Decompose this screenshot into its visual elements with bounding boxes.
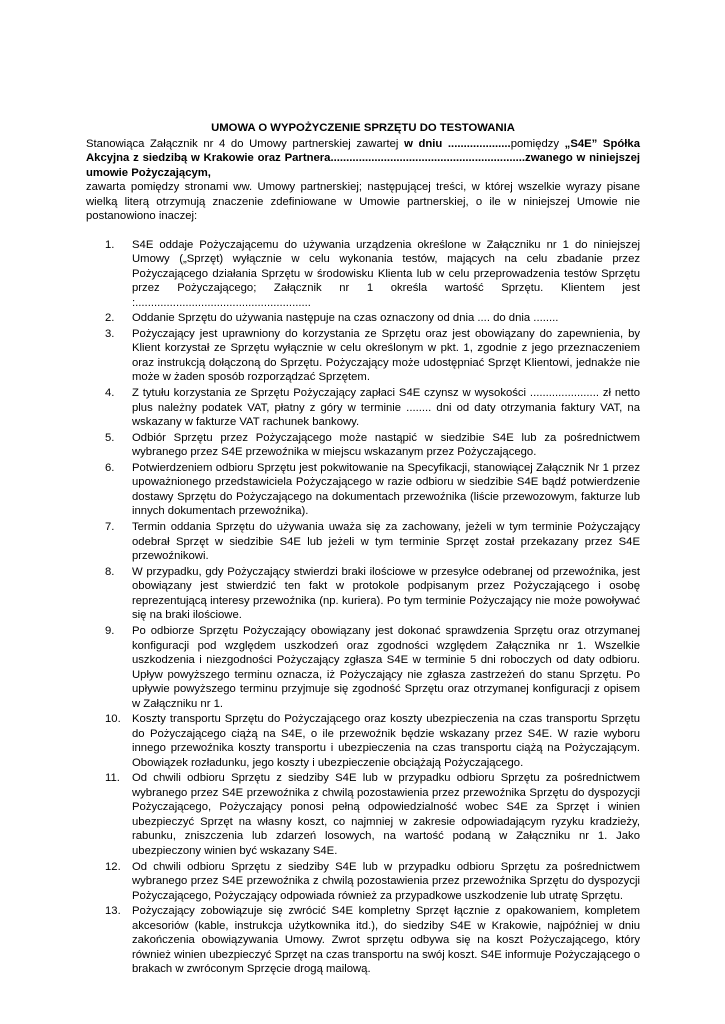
clause-text: Od chwili odbioru Sprzętu z siedziby S4E lub w przypadku odbioru Sprzętu za pośrednictwem wybranego przez S4E przewoźnika z chwilą pozostawienia przez przewoźnika Sprzętu do dyspozycji Pożyczającego, Pożyczający ponosi pełną odpowiedzialność wobec S4E za Sprzęt i winien ubezpieczyć Sprzęt na własny koszt, co najmniej w zakresie odpowiadającym ryzyku kradzieży, rabunku, zniszczenia lub zdarzeń losowych, na wartość podaną w Załączniku nr 1. Jako ubezpieczony winien być wskazany S4E. (132, 772, 640, 857)
clause-number: 4. (105, 387, 115, 400)
clause-text: Odbiór Sprzętu przez Pożyczającego może nastąpić w siedzibie S4E lub za pośrednictwem wybranego przez S4E przewoźnika w miejscu wskazanym przez Pożyczającego. (132, 431, 640, 459)
clause-item (86, 520, 640, 564)
clause-number: 5. (105, 431, 115, 444)
clause-item (86, 431, 640, 460)
clause-item (86, 327, 640, 385)
clause-text: Termin oddania Sprzętu do używania uważa się za zachowany, jeżeli w tym terminie Pożyczający odebrał Sprzęt w siedzibie S4E lub jeżeli w tym terminie Sprzęt został przekazany przez S4E przewoźnikowi. (132, 521, 640, 563)
intro-text-2: pomiędzy (510, 137, 565, 150)
clause-number: 1. (105, 238, 115, 251)
clause-item (86, 461, 640, 519)
clause-number: 2. (105, 312, 115, 325)
clause-item (86, 771, 640, 858)
clause-item (86, 238, 640, 311)
clause-item (86, 904, 640, 977)
clause-item (86, 712, 640, 770)
intro-borrower-name: zwanego w niniejszej umowie Pożyczającym, (86, 152, 640, 179)
intro-text-1: Stanowiąca Załącznik nr 4 do Umowy partnerskiej zawartej (86, 137, 405, 150)
clause-number: 13. (105, 905, 121, 918)
clause-number: 3. (105, 327, 115, 340)
clause-text: Pożyczający jest uprawniony do korzystania ze Sprzętu oraz jest obowiązany do zapewnienia, by Klient korzystał ze Sprzętu wyłącznie w celu określonym w pkt. 1, zgodnie z jego przeznaczeniem oraz instrukcją dołączoną do Sprzętu. Pożyczający może udostępniać Sprzęt Klientowi, jednakże nie może w żaden sposób rozporządzać Sprzętem. (132, 327, 640, 384)
clause-text: Od chwili odbioru Sprzętu z siedziby S4E lub w przypadku odbioru Sprzętu za pośrednictwem wybranego przez S4E przewoźnika z chwilą pozostawienia przez przewoźnika Sprzętu do dyspozycji Pożyczającego, Pożyczający odpowiada również za przypadkowe uszkodzenie lub utratę Sprzętu. (132, 860, 640, 902)
intro-parties: „S4E” Spółka Akcyjna z siedzibą w Krakowie oraz Partnera.............................................................. (86, 137, 640, 164)
clause-item (86, 386, 640, 430)
document-title: UMOWA O WYPOŻYCZENIE SPRZĘTU DO TESTOWANIA (211, 122, 515, 134)
intro-paragraph (86, 137, 640, 181)
intro-date: w dniu .................... (404, 137, 511, 150)
document-page (86, 121, 640, 978)
clause-number: 10. (105, 713, 121, 726)
clause-text: Potwierdzeniem odbioru Sprzętu jest pokwitowanie na Specyfikacji, stanowiącej Załącznik Nr 1 przez upoważnionego przedstawiciela Pożyczającego w razie odbioru w siedzibie S4E bądź potwierdzenie dostawy Sprzętu do Pożyczającego na dokumentach przewoźnika (liście przewozowym, fakturze lub innych dokumentach przewoźnika). (132, 461, 640, 518)
clause-item (86, 860, 640, 904)
clause-item (86, 565, 640, 623)
clause-number: 11. (105, 772, 120, 785)
clause-item (86, 311, 640, 326)
clause-number: 6. (105, 461, 115, 474)
clause-text: S4E oddaje Pożyczającemu do używania urządzenia określone w Załączniku nr 1 do niniejszej Umowy („Sprzęt) wyłącznie w celu wykonania testów, mających na celu zbadanie przez Pożyczającego działania Sprzętu w środowisku Klienta lub w celu przeprowadzenia testów Sprzętu przez Pożyczającego; Załącznik nr 1 określa wartość Sprzętu. Klientem jest :........................................................ (132, 238, 640, 309)
clause-number: 9. (105, 625, 115, 637)
clause-text: Po odbiorze Sprzętu Pożyczający obowiązany jest dokonać sprawdzenia Sprzętu oraz otrzymanej konfiguracji pod względem uszkodzeń oraz zgodności względem Załącznika nr 1. Wszelkie uszkodzenia i niezgodności Pożyczający zgłasza S4E w terminie 5 dni roboczych od daty odbioru. Upływ powyższego terminu oznacza, iż Pożyczający nie zgłasza zastrzeżeń do stanu Sprzętu. Po upływie powyższego terminu przyjmuje się zgodność Sprzętu oraz otrzymanej konfiguracji z opisem w Załączniku nr 1. (132, 625, 640, 710)
clause-list (86, 238, 640, 977)
clause-number: 12. (105, 860, 121, 873)
clause-number: 8. (105, 565, 115, 578)
intro-paragraph-2: zawarta pomiędzy stronami ww. Umowy partnerskiej; następującej treści, w której wszelkie wyrazy pisane wielką literą otrzymują znaczenie zdefiniowane w Umowie partnerskiej, o ile w niniejszej Umowie nie postanowiono inaczej: (86, 181, 640, 222)
clause-text: Koszty transportu Sprzętu do Pożyczającego oraz koszty ubezpieczenia na czas transportu Sprzętu do Pożyczającego ciążą na S4E, o ile przewoźnik będzie wskazany przez S4E. W razie wyboru innego przewoźnika koszty transportu i ubezpieczenia na czas transportu ciążą na Pożyczającym. Obowiązek rozładunku, jego koszty i ubezpieczenie obciążają Pożyczającego. (132, 713, 640, 769)
clause-text: Pożyczający zobowiązuje się zwrócić S4E kompletny Sprzęt łącznie z opakowaniem, kompletem akcesoriów (kable, instrukcja użytkownika itd.), do siedziby S4E w Krakowie, najpóźniej w dniu zakończenia obowiązywania Umowy. Zwrot sprzętu odbywa się na koszt Pożyczającego, który również winien ubezpieczyć Sprzęt na czas transportu na swój koszt. S4E informuje Pożyczającego o brakach w zwróconym Sprzęcie drogą mailową. (132, 905, 640, 976)
clause-text: Oddanie Sprzętu do używania następuje na czas oznaczony od dnia .... do dnia ........ (132, 312, 559, 325)
clause-item (86, 624, 640, 711)
clause-text: Z tytułu korzystania ze Sprzętu Pożyczający zapłaci S4E czynsz w wysokości ...................... zł netto plus należny podatek VAT, płatny z góry w terminie ........ dni od daty otrzymania faktury VAT, na wskazany w fakturze VAT rachunek bankowy. (132, 387, 640, 429)
clause-text: W przypadku, gdy Pożyczający stwierdzi braki ilościowe w przesyłce odebranej od przewoźnika, jest obowiązany jest stwierdzić ten fakt w protokole podpisanym przez Pożyczającego i osobę reprezentującą interesy przewoźnika (np. kuriera). Po tym terminie Pożyczający nie może powoływać się na braki ilościowe. (132, 565, 640, 622)
clause-number: 7. (105, 521, 115, 534)
